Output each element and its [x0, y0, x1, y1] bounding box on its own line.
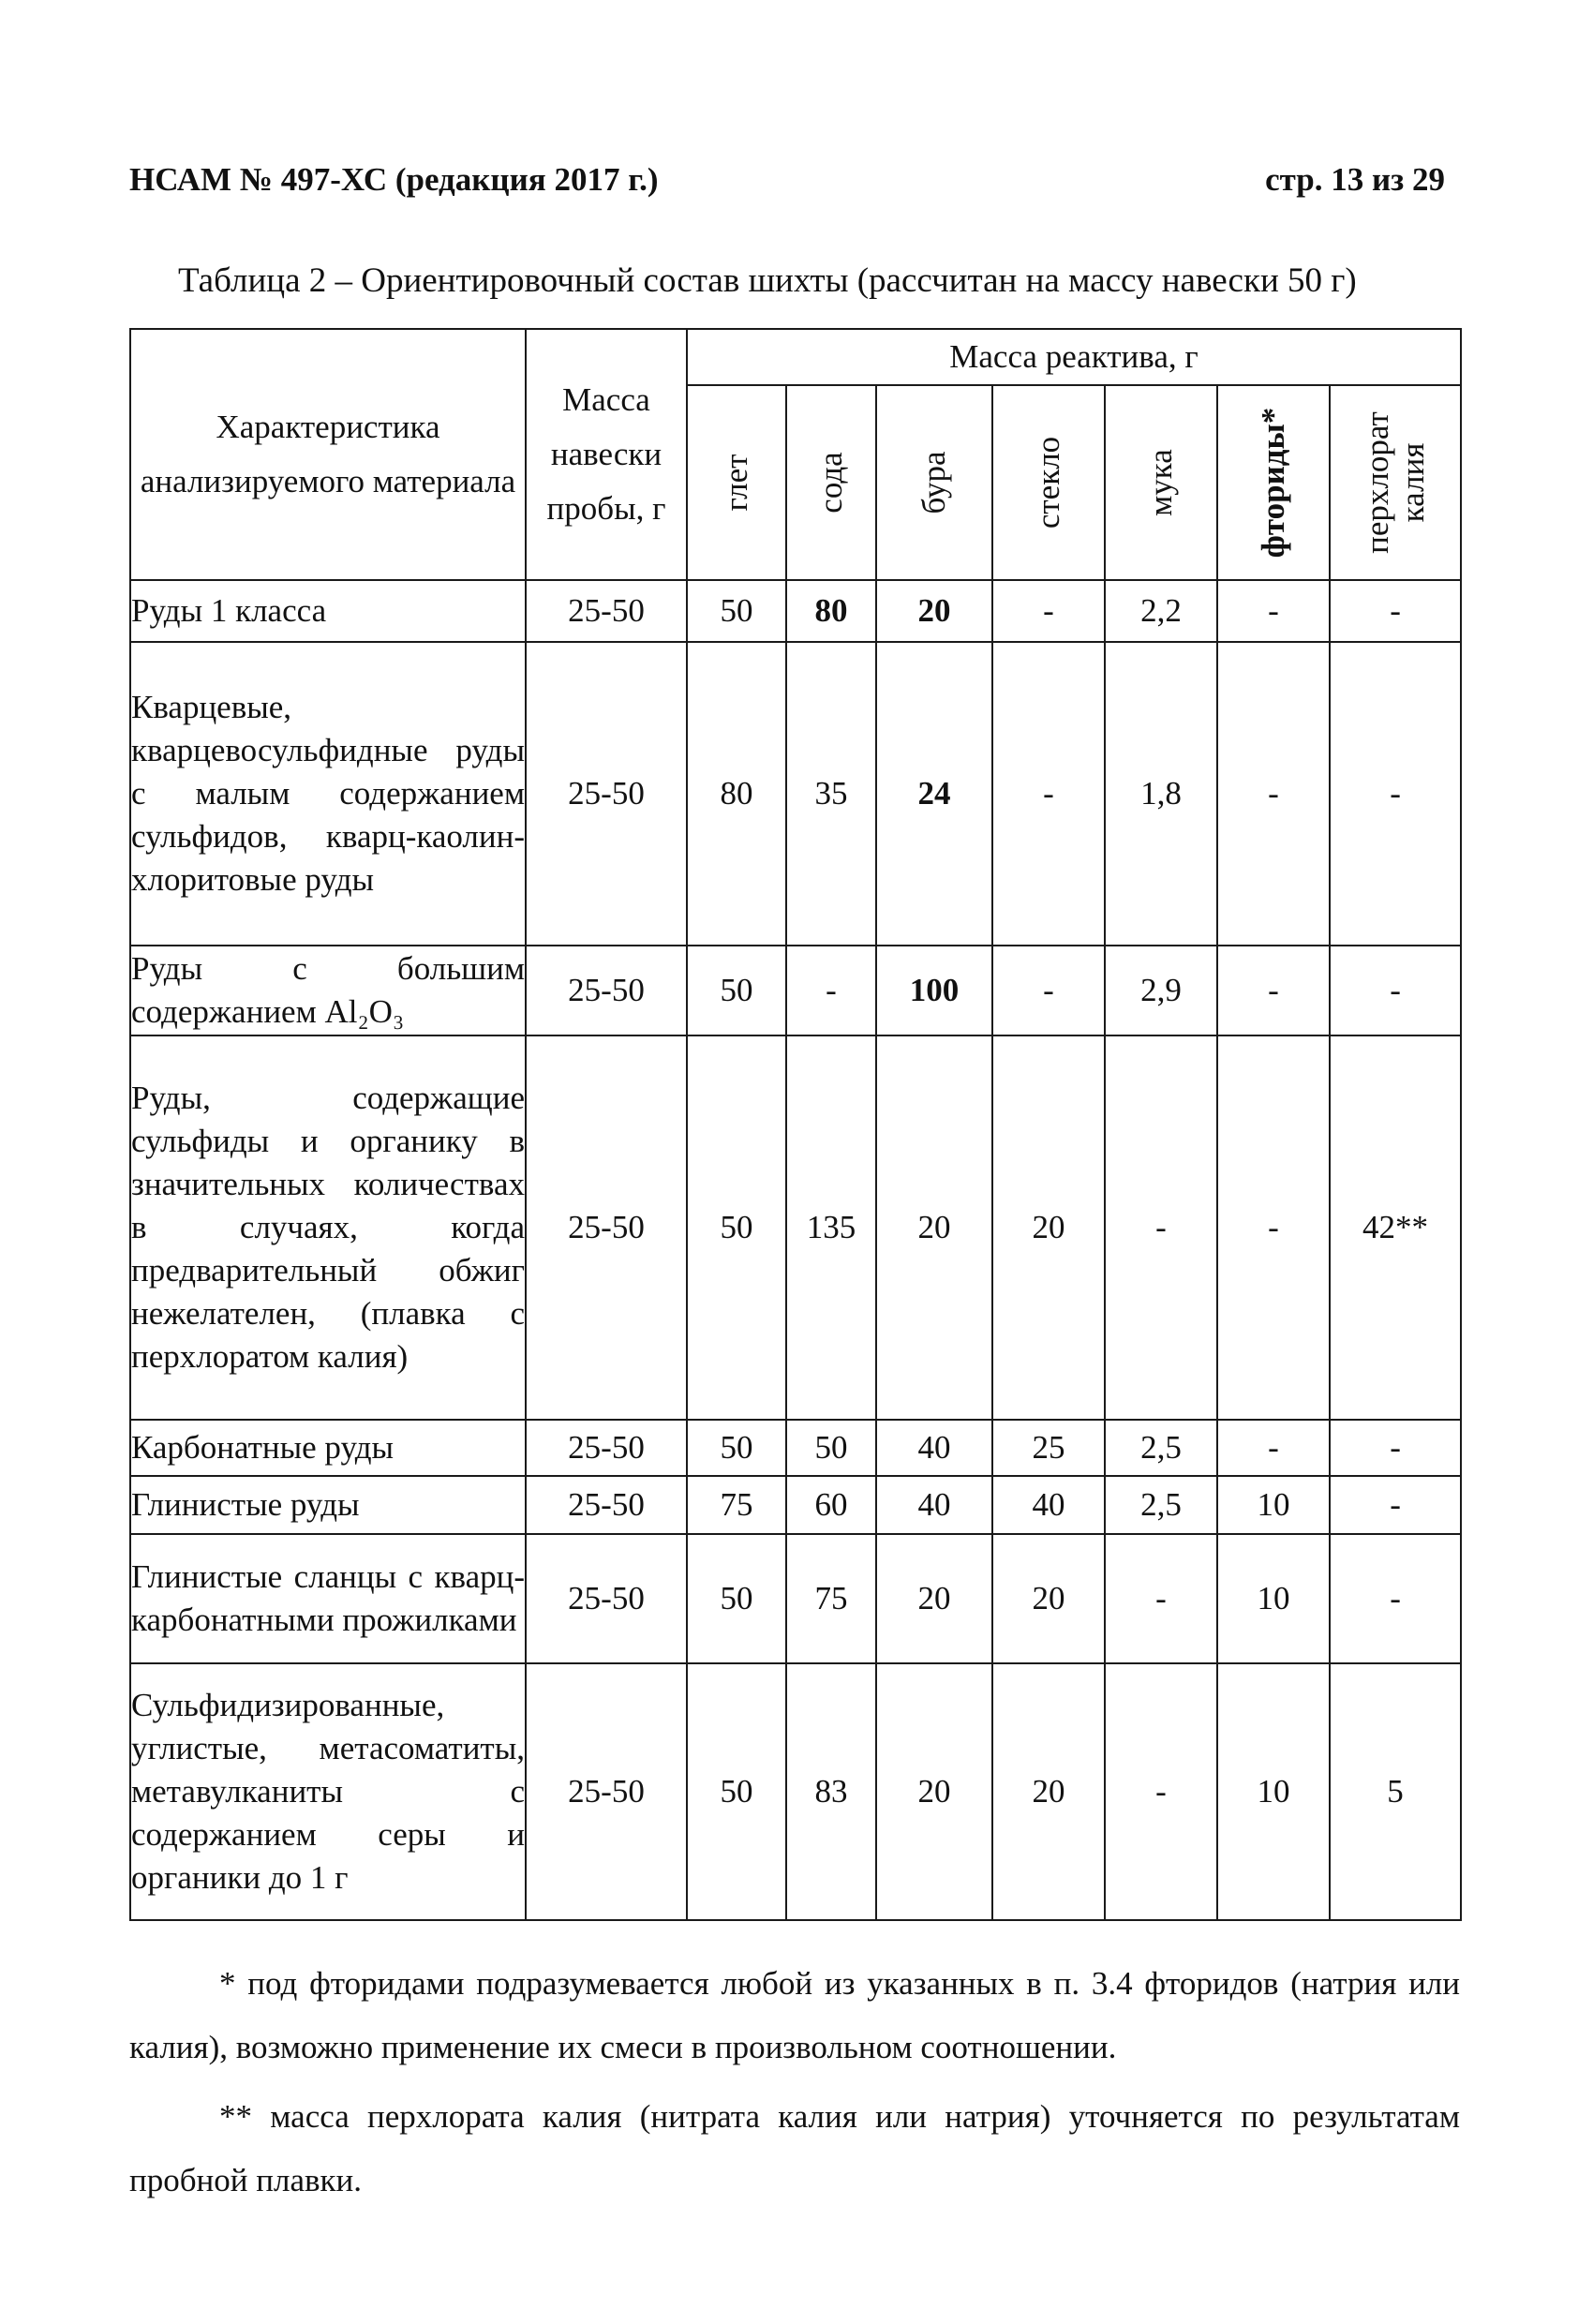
value-cell: 75 [786, 1534, 876, 1663]
table-caption: Таблица 2 – Ориентировочный состав шихты (рассчитан на массу навески 50 г) [178, 261, 1357, 300]
charge-composition-table [129, 328, 1462, 1921]
table-row [130, 642, 1461, 946]
value-cell: 25 [992, 1420, 1105, 1476]
material-cell: Карбонатные руды [130, 1420, 526, 1476]
value-cell: 40 [876, 1476, 992, 1534]
value-cell: 100 [876, 946, 992, 1035]
sample-mass-cell: 25-50 [526, 946, 687, 1035]
value-cell: 20 [876, 1663, 992, 1920]
material-cell: Руды с большим содержанием Al₂O₃ [130, 946, 526, 1035]
value-cell: - [1217, 946, 1330, 1035]
sample-mass-cell: 25-50 [526, 1534, 687, 1663]
value-cell: - [992, 580, 1105, 642]
value-cell: - [1217, 1420, 1330, 1476]
reagent-label: стекло [1030, 436, 1066, 529]
value-cell: 135 [786, 1035, 876, 1420]
value-cell: - [992, 946, 1105, 1035]
sample-mass-cell: 25-50 [526, 580, 687, 642]
value-cell: - [1105, 1663, 1217, 1920]
sample-mass-cell: 25-50 [526, 1420, 687, 1476]
value-cell: 5 [1330, 1663, 1461, 1920]
value-cell: 20 [876, 1534, 992, 1663]
reagent-label: глет [718, 454, 754, 512]
value-cell: - [1330, 946, 1461, 1035]
header-reagent [1217, 385, 1330, 580]
table-row [130, 1476, 1461, 1534]
value-cell: 50 [687, 1534, 786, 1663]
sample-mass-cell: 25-50 [526, 1035, 687, 1420]
material-cell: Глинистые руды [130, 1476, 526, 1534]
header-sample-mass: Масса навески пробы, г [526, 329, 687, 580]
material-cell: Кварцевые, кварцевосульфидные руды с малым содержанием сульфидов, кварц-каолин-хлоритовые руды [130, 642, 526, 946]
value-cell: - [1105, 1035, 1217, 1420]
value-cell: 10 [1217, 1476, 1330, 1534]
table-row [130, 1035, 1461, 1420]
value-cell: - [786, 946, 876, 1035]
value-cell: 2,9 [1105, 946, 1217, 1035]
value-cell: 24 [876, 642, 992, 946]
header-reagent [687, 385, 786, 580]
reagent-label: перхлорат калия [1359, 411, 1432, 554]
value-cell: 50 [687, 1663, 786, 1920]
footnote-perchlorate: ** масса перхлората калия (нитрата калия или натрия) уточняется по результатам пробной плавки. [129, 2098, 1460, 2198]
table-row [130, 1534, 1461, 1663]
table-row [130, 580, 1461, 642]
table-row [130, 1663, 1461, 1920]
value-cell: - [992, 642, 1105, 946]
document-code: НСАМ № 497-ХС (редакция 2017 г.) [129, 161, 659, 198]
reagent-label: бура [916, 451, 952, 514]
value-cell: 20 [992, 1534, 1105, 1663]
header-reagent [876, 385, 992, 580]
value-cell: 10 [1217, 1534, 1330, 1663]
value-cell: 50 [687, 946, 786, 1035]
header-material: Характеристика анализируемого материала [130, 329, 526, 580]
value-cell: 40 [876, 1420, 992, 1476]
value-cell: 20 [992, 1663, 1105, 1920]
value-cell: 42** [1330, 1035, 1461, 1420]
value-cell: 40 [992, 1476, 1105, 1534]
value-cell: 83 [786, 1663, 876, 1920]
value-cell: - [1217, 642, 1330, 946]
value-cell: - [1330, 1420, 1461, 1476]
value-cell: - [1217, 580, 1330, 642]
value-cell: 80 [786, 580, 876, 642]
value-cell: - [1330, 1476, 1461, 1534]
value-cell: 80 [687, 642, 786, 946]
value-cell: 50 [687, 580, 786, 642]
value-cell: - [1330, 580, 1461, 642]
value-cell: - [1217, 1035, 1330, 1420]
header-reagent [992, 385, 1105, 580]
material-cell: Сульфидизированные, углистые, метасоматиты, метавулканиты с содержанием серы и органики до 1 г [130, 1663, 526, 1920]
value-cell: 20 [992, 1035, 1105, 1420]
header-reagent-mass: Масса реактива, г [687, 329, 1461, 385]
value-cell: - [1330, 1534, 1461, 1663]
value-cell: 75 [687, 1476, 786, 1534]
footnote-fluorides: * под фторидами подразумевается любой из указанных в п. 3.4 фторидов (натрия или калия), возможно применение их смеси в произвольном соотношении. [129, 1965, 1460, 2065]
value-cell: 1,8 [1105, 642, 1217, 946]
value-cell: 20 [876, 1035, 992, 1420]
header-reagent [1105, 385, 1217, 580]
sample-mass-cell: 25-50 [526, 642, 687, 946]
reagent-label: мука [1142, 449, 1179, 516]
table-row [130, 946, 1461, 1035]
value-cell: 50 [786, 1420, 876, 1476]
value-cell: 50 [687, 1035, 786, 1420]
table-row [130, 1420, 1461, 1476]
value-cell: 2,5 [1105, 1476, 1217, 1534]
reagent-label: сода [812, 452, 849, 514]
sample-mass-cell: 25-50 [526, 1476, 687, 1534]
material-cell: Глинистые сланцы с кварц-карбонатными прожилками [130, 1534, 526, 1663]
value-cell: - [1105, 1534, 1217, 1663]
value-cell: 60 [786, 1476, 876, 1534]
header-reagent [786, 385, 876, 580]
value-cell: 2,5 [1105, 1420, 1217, 1476]
value-cell: 2,2 [1105, 580, 1217, 642]
sample-mass-cell: 25-50 [526, 1663, 687, 1920]
page-number: стр. 13 из 29 [1265, 161, 1445, 198]
header-reagent [1330, 385, 1461, 580]
value-cell: 20 [876, 580, 992, 642]
value-cell: 10 [1217, 1663, 1330, 1920]
value-cell: 35 [786, 642, 876, 946]
material-cell: Руды, содержащие сульфиды и органику в значительных количествах в случаях, когда предварительный обжиг нежелателен, (плавка с перхлоратом калия) [130, 1035, 526, 1420]
reagent-label: фториды* [1255, 407, 1291, 559]
value-cell: - [1330, 642, 1461, 946]
material-cell: Руды 1 класса [130, 580, 526, 642]
value-cell: 50 [687, 1420, 786, 1476]
